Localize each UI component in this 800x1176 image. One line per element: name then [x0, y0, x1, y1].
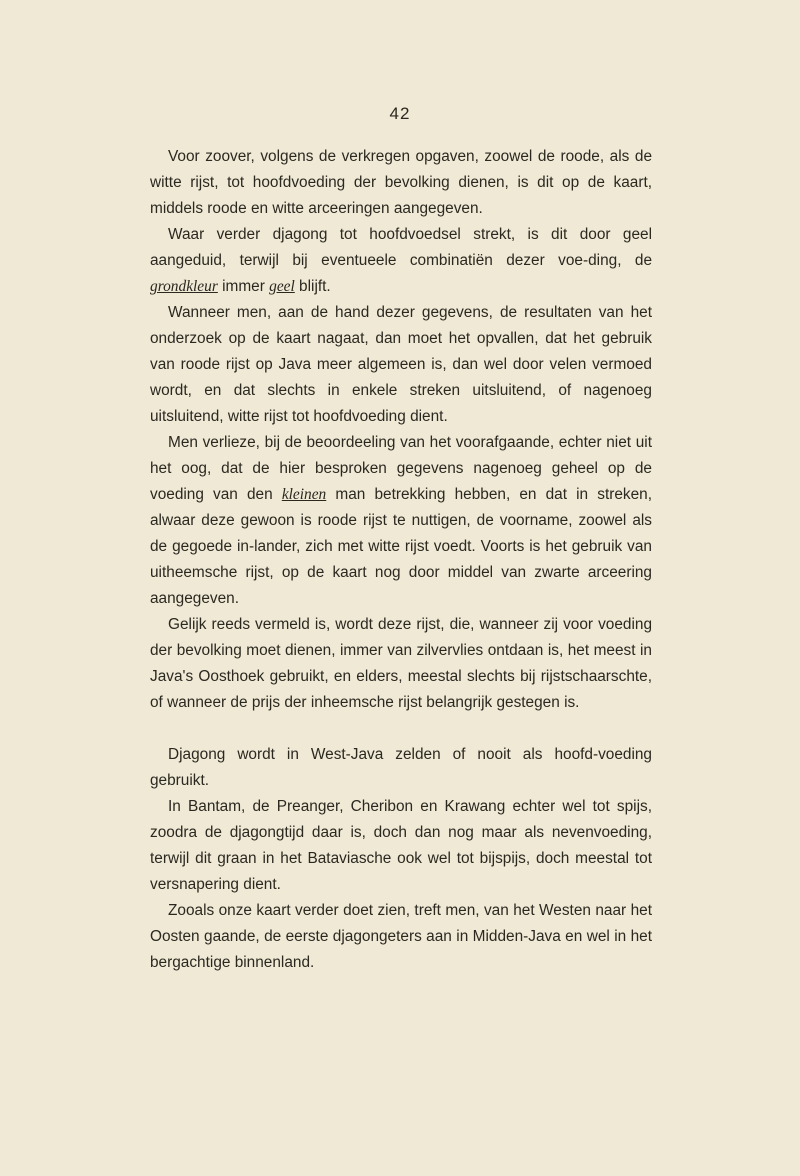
paragraph-7-text: In Bantam, de Preanger, Cheribon en Krawang echter wel tot spijs, zoodra de djagongtijd daar is, doch dan nog maar als nevenvoeding, terwijl dit graan in het Bataviasche ook wel tot bijspijs, doch meestal tot versnapering dient.: [150, 798, 652, 893]
paragraph-3: [150, 300, 652, 430]
emphasis-grondkleur: grondkleur: [150, 278, 218, 295]
page-number: 42: [389, 104, 411, 123]
paragraph-8-text: Zooals onze kaart verder doet zien, treft men, van het Westen naar het Oosten gaande, de eerste djagongeters aan in Midden-Java en wel in het bergachtige binnenland.: [150, 902, 652, 971]
body-text: [150, 144, 652, 976]
paragraph-6-text: Djagong wordt in West-Java zelden of nooit als hoofd-voeding gebruikt.: [150, 746, 652, 789]
paragraph-4: [150, 430, 652, 612]
paragraph-5: [150, 612, 652, 716]
paragraph-2-text-c: blijft.: [294, 278, 331, 295]
emphasis-kleinen: kleinen: [281, 486, 327, 503]
paragraph-3-text: Wanneer men, aan de hand dezer gegevens, de resultaten van het onderzoek op de kaart nagaat, dan moet het opvallen, dat het gebruik van roode rijst op Java meer algemeen is, dan wel door velen vermoed wordt, en dat slechts in enkele streken uitsluitend, of nagenoeg uitsluitend, witte rijst tot hoofdvoeding dient.: [150, 304, 652, 425]
paragraph-6: [150, 742, 652, 794]
paragraph-1: [150, 144, 652, 222]
paragraph-2-text-a: Waar verder djagong tot hoofdvoedsel strekt, is dit door geel aangeduid, terwijl bij eventueele combinatiën dezer voe-ding, de: [150, 226, 652, 269]
paragraph-8: [150, 898, 652, 976]
paragraph-gap: [150, 716, 652, 742]
paragraph-4-text-a: Men verlieze, bij de beoordeeling van het voorafgaande, echter niet uit het oog, dat de hier besproken gegevens nagenoeg geheel op de voeding van den: [150, 434, 652, 503]
paragraph-2: [150, 222, 652, 300]
emphasis-geel: geel: [269, 278, 295, 295]
paragraph-1-text: Voor zoover, volgens de verkregen opgaven, zoowel de roode, als de witte rijst, tot hoofdvoeding der bevolking dienen, is dit op de kaart, middels roode en witte arceeringen aangegeven.: [150, 148, 652, 217]
paragraph-7: [150, 794, 652, 898]
paragraph-5-text: Gelijk reeds vermeld is, wordt deze rijst, die, wanneer zij voor voeding der bevolking moet dienen, immer van zilvervlies ontdaan is, het meest in Java's Oosthoek gebruikt, en elders, meestal slechts bij rijstschaarschte, of wanneer de prijs der inheemsche rijst belangrijk gestegen is.: [150, 616, 652, 711]
paragraph-2-text-b: immer: [217, 278, 270, 295]
paragraph-4-text-b: man betrekking hebben, en dat in streken, alwaar deze gewoon is roode rijst te nuttigen, de voorname, zoowel als de gegoede in-lander, zich met witte rijst voedt. Voorts is het gebruik van uitheemsche rijst, op de kaart nog door middel van zwarte arceering aangegeven.: [150, 486, 652, 607]
